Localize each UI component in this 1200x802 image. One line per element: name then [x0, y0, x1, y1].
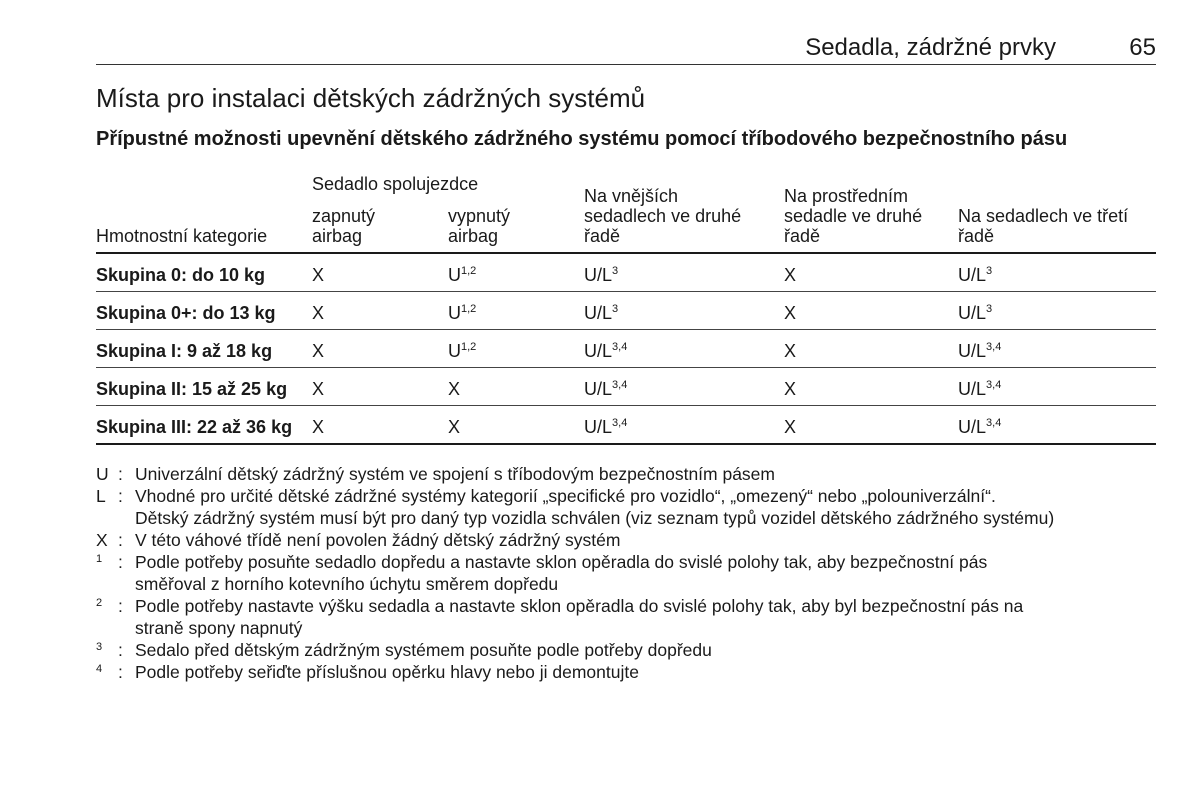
cell-value: X [448, 417, 461, 437]
cell-third-row [958, 265, 992, 286]
table-row [96, 292, 1156, 330]
cell-outer-seats [584, 379, 627, 400]
footnote-item [96, 639, 1166, 661]
cell-front-airbag-on [312, 417, 324, 438]
row-label: Skupina I: 9 až 18 kg [96, 341, 273, 361]
cell-footnote-ref: 3,4 [612, 379, 628, 391]
cell-value: X [448, 379, 461, 399]
header-outer-seats [584, 186, 741, 246]
footnote-symbol: 3 [96, 641, 103, 653]
footnotes [96, 463, 1166, 683]
header-middle-line1: Na prostředním [784, 186, 909, 206]
footnote-item [96, 595, 1166, 639]
footnote-symbol: 2 [96, 597, 103, 609]
cell-front-airbag-off [448, 341, 476, 362]
cell-third-row [958, 379, 1001, 400]
section-subtitle: Přípustné možnosti upevnění dětského zádržného systému pomocí tříbodového bezpečnostního pásu [96, 128, 1068, 150]
cell-value: X [784, 379, 797, 399]
cell-value: U [448, 303, 461, 323]
cell-value: X [784, 303, 797, 323]
footnote-text-line: Sedalo před dětským zádržným systémem posuňte podle potřeby dopředu [135, 640, 712, 660]
cell-third-row [958, 341, 1001, 362]
cell-front-airbag-on [312, 379, 324, 400]
cell-middle-seat [784, 341, 796, 362]
footnote-text-line: Vhodné pro určité dětské zádržné systémy kategorií „specifické pro vozidlo“, „omezený“ nebo „polouniverzální“. [135, 486, 996, 506]
cell-footnote-ref: 3 [986, 303, 993, 315]
cell-value: U [448, 265, 461, 285]
cell-value: U/L [584, 265, 613, 285]
footnote-text-line: směřoval z horního kotevního úchytu směrem dopředu [135, 574, 559, 594]
cell-outer-seats [584, 265, 618, 286]
cell-value: U/L [958, 303, 987, 323]
cell-value: U/L [958, 341, 987, 361]
header-outer-line3: řadě [584, 226, 621, 246]
cell-value: U/L [584, 417, 613, 437]
child-restraint-table [96, 168, 1156, 445]
cell-footnote-ref: 3 [612, 303, 619, 315]
header-airbag-on-line1: zapnutý [312, 206, 376, 226]
header-airbag-off-line1: vypnutý [448, 206, 511, 226]
footnote-text-line: Dětský zádržný systém musí být pro daný typ vozidla schválen (viz seznam typů vozidel dětského zádržného systému) [135, 508, 1055, 528]
cell-footnote-ref: 3,4 [612, 341, 628, 353]
header-middle-line2: sedadle ve druhé [784, 206, 923, 226]
cell-front-airbag-off [448, 303, 476, 324]
footnote-separator: : [118, 486, 123, 506]
footnote-symbol: 1 [96, 553, 103, 565]
cell-outer-seats [584, 417, 627, 438]
cell-front-airbag-off [448, 265, 476, 286]
cell-front-airbag-on [312, 303, 324, 324]
cell-outer-seats [584, 341, 627, 362]
table-row [96, 368, 1156, 406]
header-airbag-on [312, 206, 375, 246]
cell-value: U/L [958, 379, 987, 399]
footnote-item [96, 551, 1166, 595]
footnote-text-line: Univerzální dětský zádržný systém ve spojení s tříbodovým bezpečnostním pásem [135, 464, 775, 484]
footnote-text-line: Podle potřeby seřiďte příslušnou opěrku hlavy nebo ji demontujte [135, 662, 639, 682]
cell-value: X [784, 341, 797, 361]
header-third-row [958, 206, 1128, 246]
header-outer-line1: Na vnějších [584, 186, 679, 206]
cell-middle-seat [784, 379, 796, 400]
header-outer-line2: sedadlech ve druhé [584, 206, 742, 226]
page-header [96, 32, 1156, 65]
footnote-separator: : [118, 662, 123, 682]
footnote-item [96, 661, 1166, 683]
header-category: Hmotnostní kategorie [96, 226, 268, 246]
row-label: Skupina III: 22 až 36 kg [96, 417, 293, 437]
cell-footnote-ref: 3,4 [986, 341, 1002, 353]
cell-value: X [312, 265, 325, 285]
table-body [96, 254, 1156, 445]
cell-middle-seat [784, 303, 796, 324]
cell-front-airbag-off [448, 379, 460, 400]
section-name: Sedadla, zádržné prvky [805, 34, 1056, 61]
cell-value: U [448, 341, 461, 361]
cell-value: X [312, 379, 325, 399]
cell-footnote-ref: 3 [612, 265, 619, 277]
cell-value: X [784, 265, 797, 285]
cell-footnote-ref: 1,2 [461, 303, 477, 315]
footnote-item [96, 529, 1166, 551]
cell-front-airbag-on [312, 341, 324, 362]
page-title: Místa pro instalaci dětských zádržných systémů [96, 83, 646, 113]
row-label: Skupina 0: do 10 kg [96, 265, 266, 285]
footnote-separator: : [118, 596, 123, 616]
table-header [96, 168, 1156, 254]
header-middle-seat [784, 186, 922, 246]
footnote-text-line: Podle potřeby nastavte výšku sedadla a nastavte sklon opěradla do svislé polohy tak, aby byl bezpečnostní pás na [135, 596, 1024, 616]
cell-value: U/L [584, 341, 613, 361]
row-label: Skupina II: 15 až 25 kg [96, 379, 288, 399]
cell-middle-seat [784, 265, 796, 286]
cell-value: U/L [584, 379, 613, 399]
cell-outer-seats [584, 303, 618, 324]
footnote-separator: : [118, 640, 123, 660]
header-airbag-off-line2: airbag [448, 226, 499, 246]
footnote-separator: : [118, 530, 123, 550]
header-third-line1: Na sedadlech ve třetí [958, 206, 1129, 226]
cell-footnote-ref: 3,4 [986, 417, 1002, 429]
cell-footnote-ref: 1,2 [461, 341, 477, 353]
cell-value: X [312, 417, 325, 437]
footnote-item [96, 463, 1166, 485]
cell-third-row [958, 417, 1001, 438]
cell-front-airbag-off [448, 417, 460, 438]
cell-middle-seat [784, 417, 796, 438]
footnote-separator: : [118, 552, 123, 572]
header-airbag-on-line2: airbag [312, 226, 363, 246]
footnote-text-line: Podle potřeby posuňte sedadlo dopředu a nastavte sklon opěradla do svislé polohy tak, aby bezpečnostní pás [135, 552, 988, 572]
cell-footnote-ref: 1,2 [461, 265, 477, 277]
header-middle-line3: řadě [784, 226, 821, 246]
table-row [96, 254, 1156, 292]
header-front-seat: Sedadlo spolujezdce [312, 174, 479, 194]
cell-value: U/L [958, 265, 987, 285]
table-row [96, 330, 1156, 368]
header-third-line2: řadě [958, 226, 995, 246]
table-row [96, 406, 1156, 445]
cell-value: U/L [584, 303, 613, 323]
row-label: Skupina 0+: do 13 kg [96, 303, 276, 323]
footnote-symbol: X [96, 530, 108, 550]
cell-footnote-ref: 3,4 [986, 379, 1002, 391]
footnote-text-line: straně spony napnutý [135, 618, 303, 638]
cell-value: X [784, 417, 797, 437]
cell-value: U/L [958, 417, 987, 437]
cell-footnote-ref: 3 [986, 265, 993, 277]
footnote-separator: : [118, 464, 123, 484]
page-number: 65 [1129, 34, 1156, 61]
cell-third-row [958, 303, 992, 324]
footnote-symbol: L [96, 486, 106, 506]
footnote-symbol: U [96, 464, 109, 484]
cell-footnote-ref: 3,4 [612, 417, 628, 429]
footnote-text-line: V této váhové třídě není povolen žádný dětský zádržný systém [135, 530, 621, 550]
footnote-symbol: 4 [96, 663, 103, 675]
cell-value: X [312, 341, 325, 361]
cell-front-airbag-on [312, 265, 324, 286]
footnote-item [96, 485, 1166, 529]
cell-value: X [312, 303, 325, 323]
header-airbag-off [448, 206, 510, 246]
